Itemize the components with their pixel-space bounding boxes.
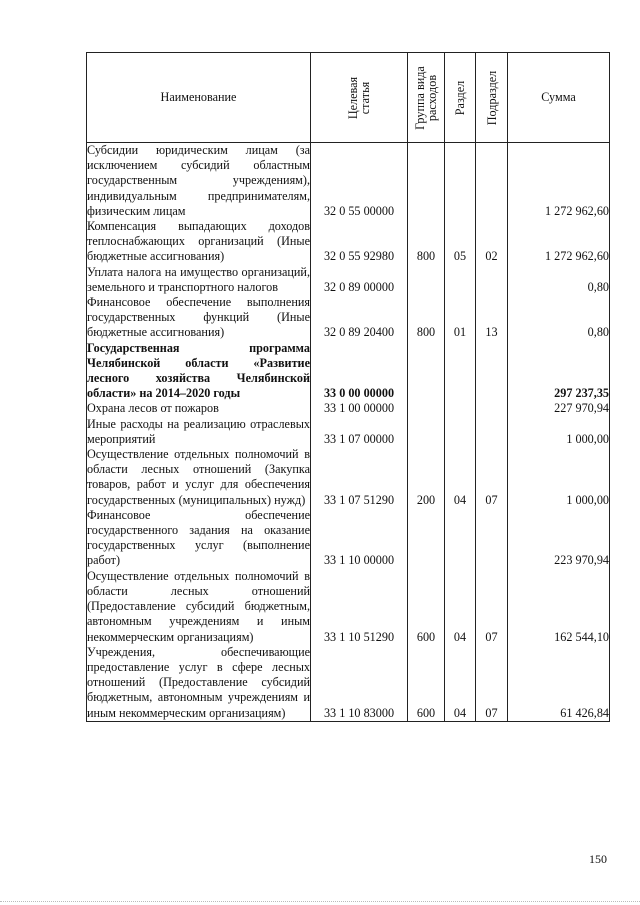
row-expense-group-cell [408, 417, 445, 447]
row-section-cell: 04 [445, 645, 476, 722]
table-header-row [87, 53, 610, 143]
row-subsection-cell [476, 508, 508, 569]
table-row [87, 569, 610, 645]
table-row [87, 417, 610, 447]
row-target-item-cell: 33 1 07 00000 [311, 417, 408, 447]
row-name-cell: Компенсация выпадающих доходов теплоснабжающих организаций (Иные бюджетные ассигнования) [87, 219, 310, 264]
row-subsection-cell: 02 [476, 219, 508, 265]
header-target-item [311, 53, 408, 143]
row-name-cell: Финансовое обеспечение государственного задания на оказание государственных услуг (выполнение работ) [87, 507, 310, 568]
row-expense-group-cell: 600 [408, 569, 445, 645]
table-row [87, 265, 610, 295]
header-subsection [476, 53, 508, 143]
row-section-cell [445, 143, 476, 220]
row-target-item-cell: 33 1 00 00000 [311, 401, 408, 416]
row-sum-cell: 1 000,00 [508, 447, 610, 508]
row-sum-cell: 297 237,35 [508, 341, 610, 402]
table-row [87, 341, 610, 402]
page-number: 150 [589, 852, 607, 866]
row-name-cell: Уплата налога на имущество организаций, земельного и транспортного налогов [87, 264, 310, 294]
row-subsection-cell: 07 [476, 447, 508, 508]
row-section-cell: 01 [445, 295, 476, 341]
header-subsection-label: Подраздел [484, 70, 499, 125]
row-expense-group-cell: 800 [408, 219, 445, 265]
row-target-item-cell: 33 0 00 00000 [311, 341, 408, 402]
table-row [87, 508, 610, 569]
budget-table [86, 52, 610, 722]
row-expense-group-cell [408, 143, 445, 220]
header-expense-group-line1: Группа вида [413, 65, 427, 130]
header-target-item-line2: статья [358, 81, 372, 114]
row-sum-cell: 162 544,10 [508, 569, 610, 645]
table-row [87, 401, 610, 416]
row-name-cell: Субсидии юридическим лицам (за исключением субсидий областным государственным учреждениям), индивидуальным предпринимателям, физическим лицам [87, 143, 310, 218]
row-section-cell [445, 341, 476, 402]
row-name-cell: Охрана лесов от пожаров [87, 401, 311, 416]
row-expense-group-cell [408, 401, 445, 416]
table-row [87, 143, 610, 220]
row-subsection-cell [476, 143, 508, 220]
row-subsection-cell [476, 341, 508, 402]
row-section-cell: 04 [445, 569, 476, 645]
row-target-item-cell: 32 0 89 00000 [311, 265, 408, 295]
row-expense-group-cell [408, 265, 445, 295]
row-subsection-cell: 13 [476, 295, 508, 341]
row-target-item-cell: 33 1 10 83000 [311, 645, 408, 722]
table-row [87, 645, 610, 722]
row-subsection-cell [476, 265, 508, 295]
row-name-cell: Финансовое обеспечение выполнения государственных функций (Иные бюджетные ассигнования) [87, 295, 310, 340]
header-target-item-line1: Целевая [346, 76, 360, 119]
row-expense-group-cell: 800 [408, 295, 445, 341]
row-name-cell: Учреждения, обеспечивающие предоставление услуг в сфере лесных отношений (Предоставление субсидий бюджетным, автономным учреждениям и иным некоммерческим организациям) [87, 644, 310, 720]
row-sum-cell: 0,80 [508, 295, 610, 341]
table-row [87, 219, 610, 265]
row-name-cell: Иные расходы на реализацию отраслевых мероприятий [87, 416, 310, 446]
header-sum: Сумма [508, 53, 610, 143]
row-sum-cell: 223 970,94 [508, 508, 610, 569]
row-sum-cell: 0,80 [508, 265, 610, 295]
header-expense-group-line2: расходов [425, 74, 439, 121]
row-section-cell [445, 265, 476, 295]
header-section-label: Раздел [453, 80, 467, 115]
row-subsection-cell: 07 [476, 569, 508, 645]
row-section-cell: 05 [445, 219, 476, 265]
row-target-item-cell: 33 1 10 00000 [311, 508, 408, 569]
row-expense-group-cell: 600 [408, 645, 445, 722]
row-sum-cell: 1 272 962,60 [508, 143, 610, 220]
table-row [87, 295, 610, 341]
row-target-item-cell: 32 0 89 20400 [311, 295, 408, 341]
row-sum-cell: 1 272 962,60 [508, 219, 610, 265]
row-section-cell [445, 417, 476, 447]
row-name-cell: Государственная программа Челябинской области «Развитие лесного хозяйства Челябинской области» на 2014–2020 годы [87, 340, 310, 401]
row-name-cell: Осуществление отдельных полномочий в области лесных отношений (Закупка товаров, работ и услуг для обеспечения государственных (муниципальных) нужд) [87, 447, 310, 507]
row-expense-group-cell [408, 341, 445, 402]
row-target-item-cell: 33 1 07 51290 [311, 447, 408, 508]
row-section-cell [445, 401, 476, 416]
row-subsection-cell: 07 [476, 645, 508, 722]
row-section-cell: 04 [445, 447, 476, 508]
row-sum-cell: 1 000,00 [508, 417, 610, 447]
row-target-item-cell: 32 0 55 92980 [311, 219, 408, 265]
footer-rule [0, 901, 640, 902]
row-target-item-cell: 32 0 55 00000 [311, 143, 408, 220]
row-name-cell: Осуществление отдельных полномочий в области лесных отношений (Предоставление субсидий бюджетным, автономным учреждениям и иным некоммерческим организациям) [87, 568, 310, 644]
row-section-cell [445, 508, 476, 569]
row-subsection-cell [476, 417, 508, 447]
row-expense-group-cell: 200 [408, 447, 445, 508]
row-sum-cell: 227 970,94 [508, 401, 610, 416]
row-expense-group-cell [408, 508, 445, 569]
header-section [445, 53, 476, 143]
header-name: Наименование [87, 53, 311, 143]
table-row [87, 447, 610, 508]
row-target-item-cell: 33 1 10 51290 [311, 569, 408, 645]
header-expense-group [408, 53, 445, 143]
row-subsection-cell [476, 401, 508, 416]
row-sum-cell: 61 426,84 [508, 645, 610, 722]
